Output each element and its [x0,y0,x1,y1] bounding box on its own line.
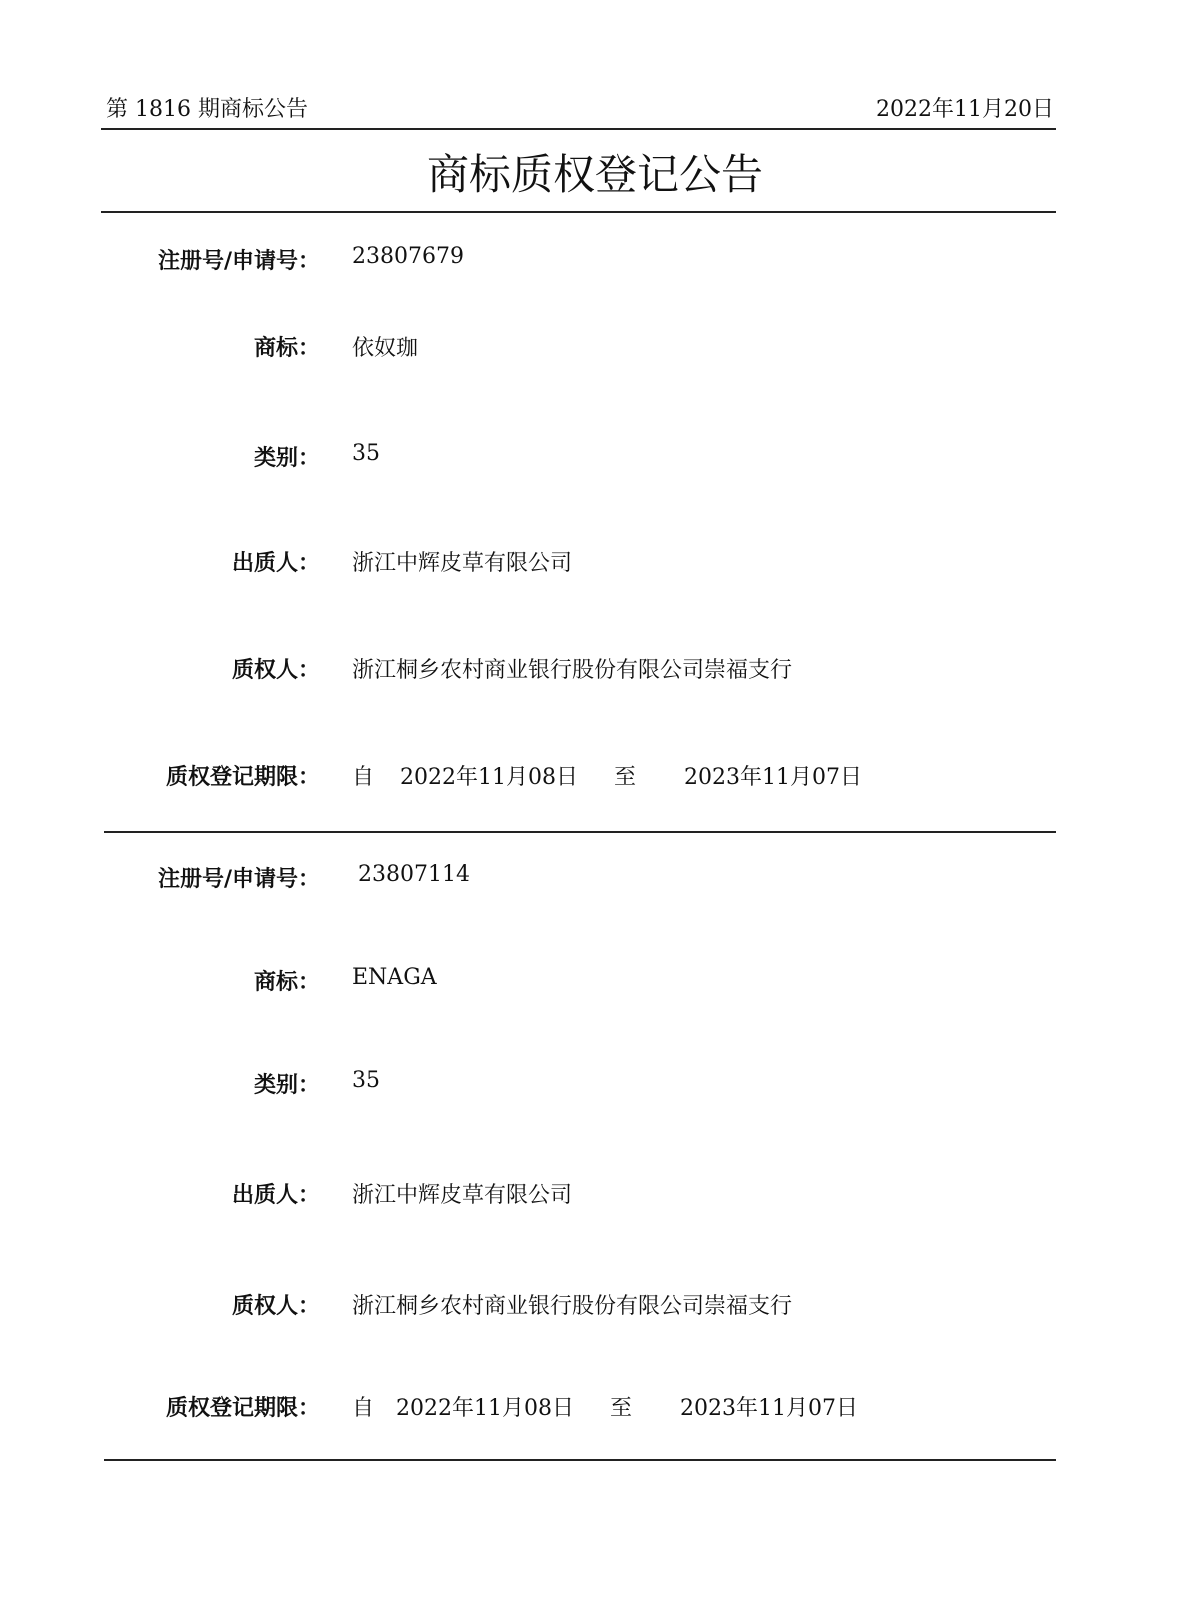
pledgor-label: 出质人： [231,1183,320,1208]
reg-no-label: 注册号/申请号： [157,867,320,892]
class-label: 类别： [253,446,320,471]
pledgor-value: 浙江中辉皮草有限公司 [352,1183,573,1208]
period-label: 质权登记期限： [165,765,320,790]
trademark-label: 商标： [253,336,320,361]
pledgee-label: 质权人： [231,658,320,683]
pledgee-value: 浙江桐乡农村商业银行股份有限公司崇福支行 [352,658,793,683]
reg-no-value: 23807679 [352,244,464,269]
reg-no-value: 23807114 [358,862,470,887]
pledgor-value: 浙江中辉皮草有限公司 [352,551,573,576]
issue-number: 第 1816 期商标公告 [106,97,308,122]
announcement-date: 2022年11月20日 [876,97,1054,122]
page-title: 商标质权登记公告 [426,150,763,199]
class-value: 35 [352,441,380,466]
period-from-word: 自 [352,1396,375,1421]
period-label: 质权登记期限： [165,1396,320,1421]
period-end-date: 2023年11月07日 [680,1396,858,1421]
trademark-value: 依奴珈 [352,336,419,361]
class-value: 35 [352,1068,380,1093]
period-from-word: 自 [352,765,375,790]
pledgor-label: 出质人： [231,551,320,576]
record-divider [104,831,1056,833]
header-rule [101,128,1056,130]
period-start-date: 2022年11月08日 [396,1396,574,1421]
title-rule [101,211,1056,213]
trademark-value: ENAGA [352,965,437,990]
class-label: 类别： [253,1073,320,1098]
period-start-date: 2022年11月08日 [400,765,578,790]
trademark-label: 商标： [253,970,320,995]
period-to-word: 至 [610,1396,633,1421]
bottom-rule [104,1459,1056,1461]
period-to-word: 至 [614,765,637,790]
pledgee-value: 浙江桐乡农村商业银行股份有限公司崇福支行 [352,1294,793,1319]
pledgee-label: 质权人： [231,1294,320,1319]
reg-no-label: 注册号/申请号： [157,249,320,274]
period-end-date: 2023年11月07日 [684,765,862,790]
